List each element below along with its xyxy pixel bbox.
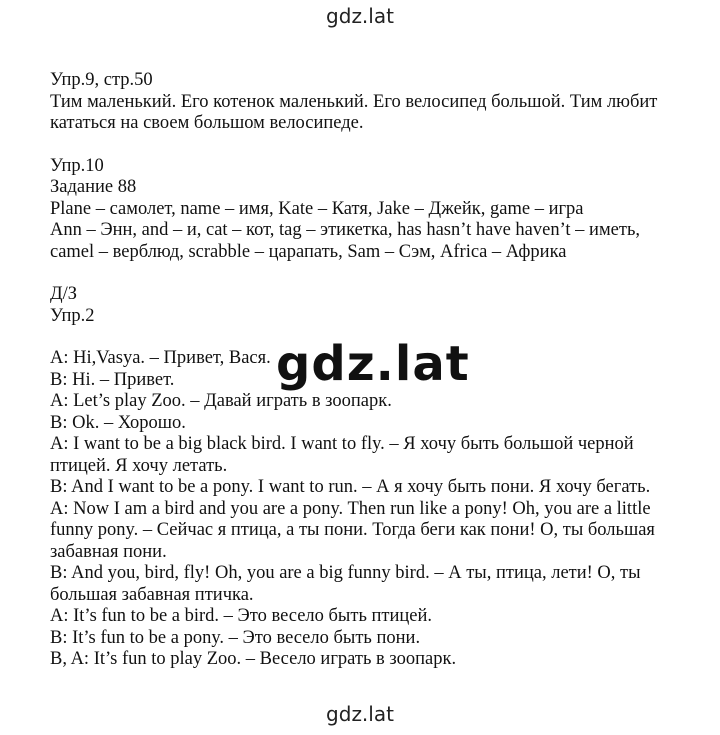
homework-block [50,284,690,327]
homework-heading: Д/З [50,284,78,304]
text-line: кататься на своем большом велосипеде. [50,113,364,133]
dialogue-line: B: And I want to be a pony. I want to run. – А я хочу быть пони. Я хочу бегать. [50,477,651,497]
vocab-line: Ann – Энн, and – и, cat – кот, tag – этикетка, has hasn’t have haven’t – иметь, [50,220,641,240]
exercise-9-block [50,70,690,135]
vocab-line: Plane – самолет, name – имя, Kate – Катя, Jake – Джейк, game – игра [50,198,584,219]
dialogue-line: A: I want to be a big black bird. I want to fly. – Я хочу быть большой черной [50,434,634,454]
dialogue-line: A: Let’s play Zoo. – Давай играть в зоопарк. [50,391,392,411]
dialogue-line: B: And you, bird, fly! Oh, you are a big funny bird. – А ты, птица, лети! О, ты [50,563,641,583]
exercise-10-block [50,156,690,264]
exercise-heading: Упр.9, стр.50 [50,70,153,90]
dialogue-line: A: Now I am a bird and you are a pony. Then run like a pony! Oh, you are a little [50,498,651,519]
watermark-center: gdz.lat [276,336,470,392]
dialogue-line: забавная пони. [50,541,167,562]
watermark-bottom: gdz.lat [326,702,394,726]
dialogue-line: A: It’s fun to be a bird. – Это весело быть птицей. [50,606,433,626]
exercise-heading: Упр.2 [50,305,95,326]
dialogue-block [50,348,690,671]
dialogue-line: B, A: It’s fun to play Zoo. – Весело играть в зоопарк. [50,649,457,669]
vocab-line: camel – верблюд, scrabble – царапать, Sam – Сэм, Africa – Африка [50,241,567,262]
dialogue-line: funny pony. – Сейчас я птица, а ты пони. Тогда беги как пони! О, ты большая [50,520,655,540]
dialogue-line: птицей. Я хочу летать. [50,455,228,476]
dialogue-line: B: Hi. – Привет. [50,369,175,390]
watermark-top: gdz.lat [326,4,394,28]
text-line: Тим маленький. Его котенок маленький. Его велосипед большой. Тим любит [50,91,658,112]
task-heading: Задание 88 [50,177,137,197]
dialogue-line: большая забавная птичка. [50,584,254,605]
dialogue-line: B: Ok. – Хорошо. [50,412,186,433]
dialogue-line: A: Hi,Vasya. – Привет, Вася. [50,348,271,368]
dialogue-line: B: It’s fun to be a pony. – Это весело быть пони. [50,627,421,648]
exercise-heading: Упр.10 [50,155,104,176]
